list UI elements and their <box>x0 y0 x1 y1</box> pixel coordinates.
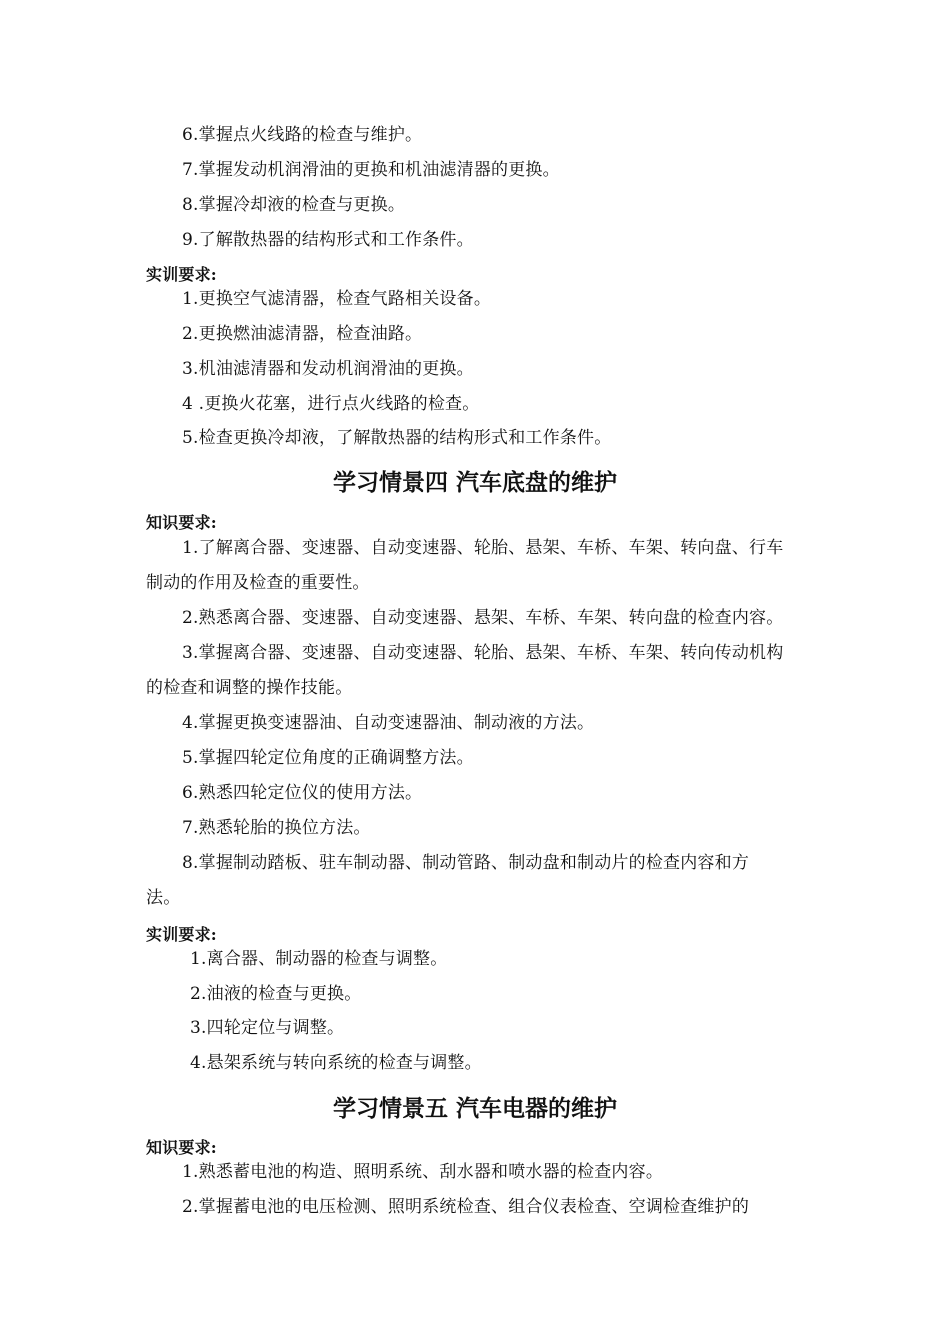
knowledge-item: 6.掌握点火线路的检查与维护。 <box>182 125 423 145</box>
knowledge-line: 1.熟悉蓄电池的构造、照明系统、刮水器和喷水器的检查内容。 <box>182 1162 664 1182</box>
knowledge-requirements-label: 知识要求: <box>146 513 217 532</box>
training-item: 5.检查更换冷却液，了解散热器的结构形式和工作条件。 <box>182 428 612 448</box>
knowledge-requirements-label: 知识要求: <box>146 1138 217 1157</box>
knowledge-line: 3.掌握离合器、变速器、自动变速器、轮胎、悬架、车桥、车架、转向传动机构 <box>182 643 784 663</box>
training-item: 3.机油滤清器和发动机润滑油的更换。 <box>182 359 474 379</box>
knowledge-item: 9.了解散热器的结构形式和工作条件。 <box>182 230 474 250</box>
training-item: 1.离合器、制动器的检查与调整。 <box>190 949 448 969</box>
knowledge-line: 4.掌握更换变速器油、自动变速器油、制动液的方法。 <box>182 713 595 733</box>
training-item: 3.四轮定位与调整。 <box>190 1018 345 1038</box>
training-item: 4.悬架系统与转向系统的检查与调整。 <box>190 1053 482 1073</box>
knowledge-line: 6.熟悉四轮定位仪的使用方法。 <box>182 783 423 803</box>
knowledge-line: 7.熟悉轮胎的换位方法。 <box>182 818 371 838</box>
knowledge-line: 法。 <box>146 888 181 908</box>
knowledge-line: 2.熟悉离合器、变速器、自动变速器、悬架、车桥、车架、转向盘的检查内容。 <box>182 608 784 628</box>
training-item: 4 .更换火花塞，进行点火线路的检查。 <box>182 394 480 414</box>
knowledge-line: 制动的作用及检查的重要性。 <box>146 573 370 593</box>
training-item: 2.油液的检查与更换。 <box>190 984 362 1004</box>
training-requirements-label: 实训要求: <box>146 265 217 284</box>
knowledge-line: 1.了解离合器、变速器、自动变速器、轮胎、悬架、车桥、车架、转向盘、行车 <box>182 538 784 558</box>
knowledge-item: 8.掌握冷却液的检查与更换。 <box>182 195 406 215</box>
knowledge-line: 的检查和调整的操作技能。 <box>146 678 353 698</box>
section-heading: 学习情景五 汽车电器的维护 <box>332 1096 617 1122</box>
training-item: 2.更换燃油滤清器，检查油路。 <box>182 324 423 344</box>
training-item: 1.更换空气滤清器，检查气路相关设备。 <box>182 289 492 309</box>
knowledge-line: 5.掌握四轮定位角度的正确调整方法。 <box>182 748 474 768</box>
knowledge-item: 7.掌握发动机润滑油的更换和机油滤清器的更换。 <box>182 160 560 180</box>
knowledge-line: 8.掌握制动踏板、驻车制动器、制动管路、制动盘和制动片的检查内容和方 <box>182 853 750 873</box>
section-heading: 学习情景四 汽车底盘的维护 <box>332 470 617 496</box>
knowledge-line: 2.掌握蓄电池的电压检测、照明系统检查、组合仪表检查、空调检查维护的 <box>182 1197 750 1217</box>
training-requirements-label: 实训要求: <box>146 925 217 944</box>
